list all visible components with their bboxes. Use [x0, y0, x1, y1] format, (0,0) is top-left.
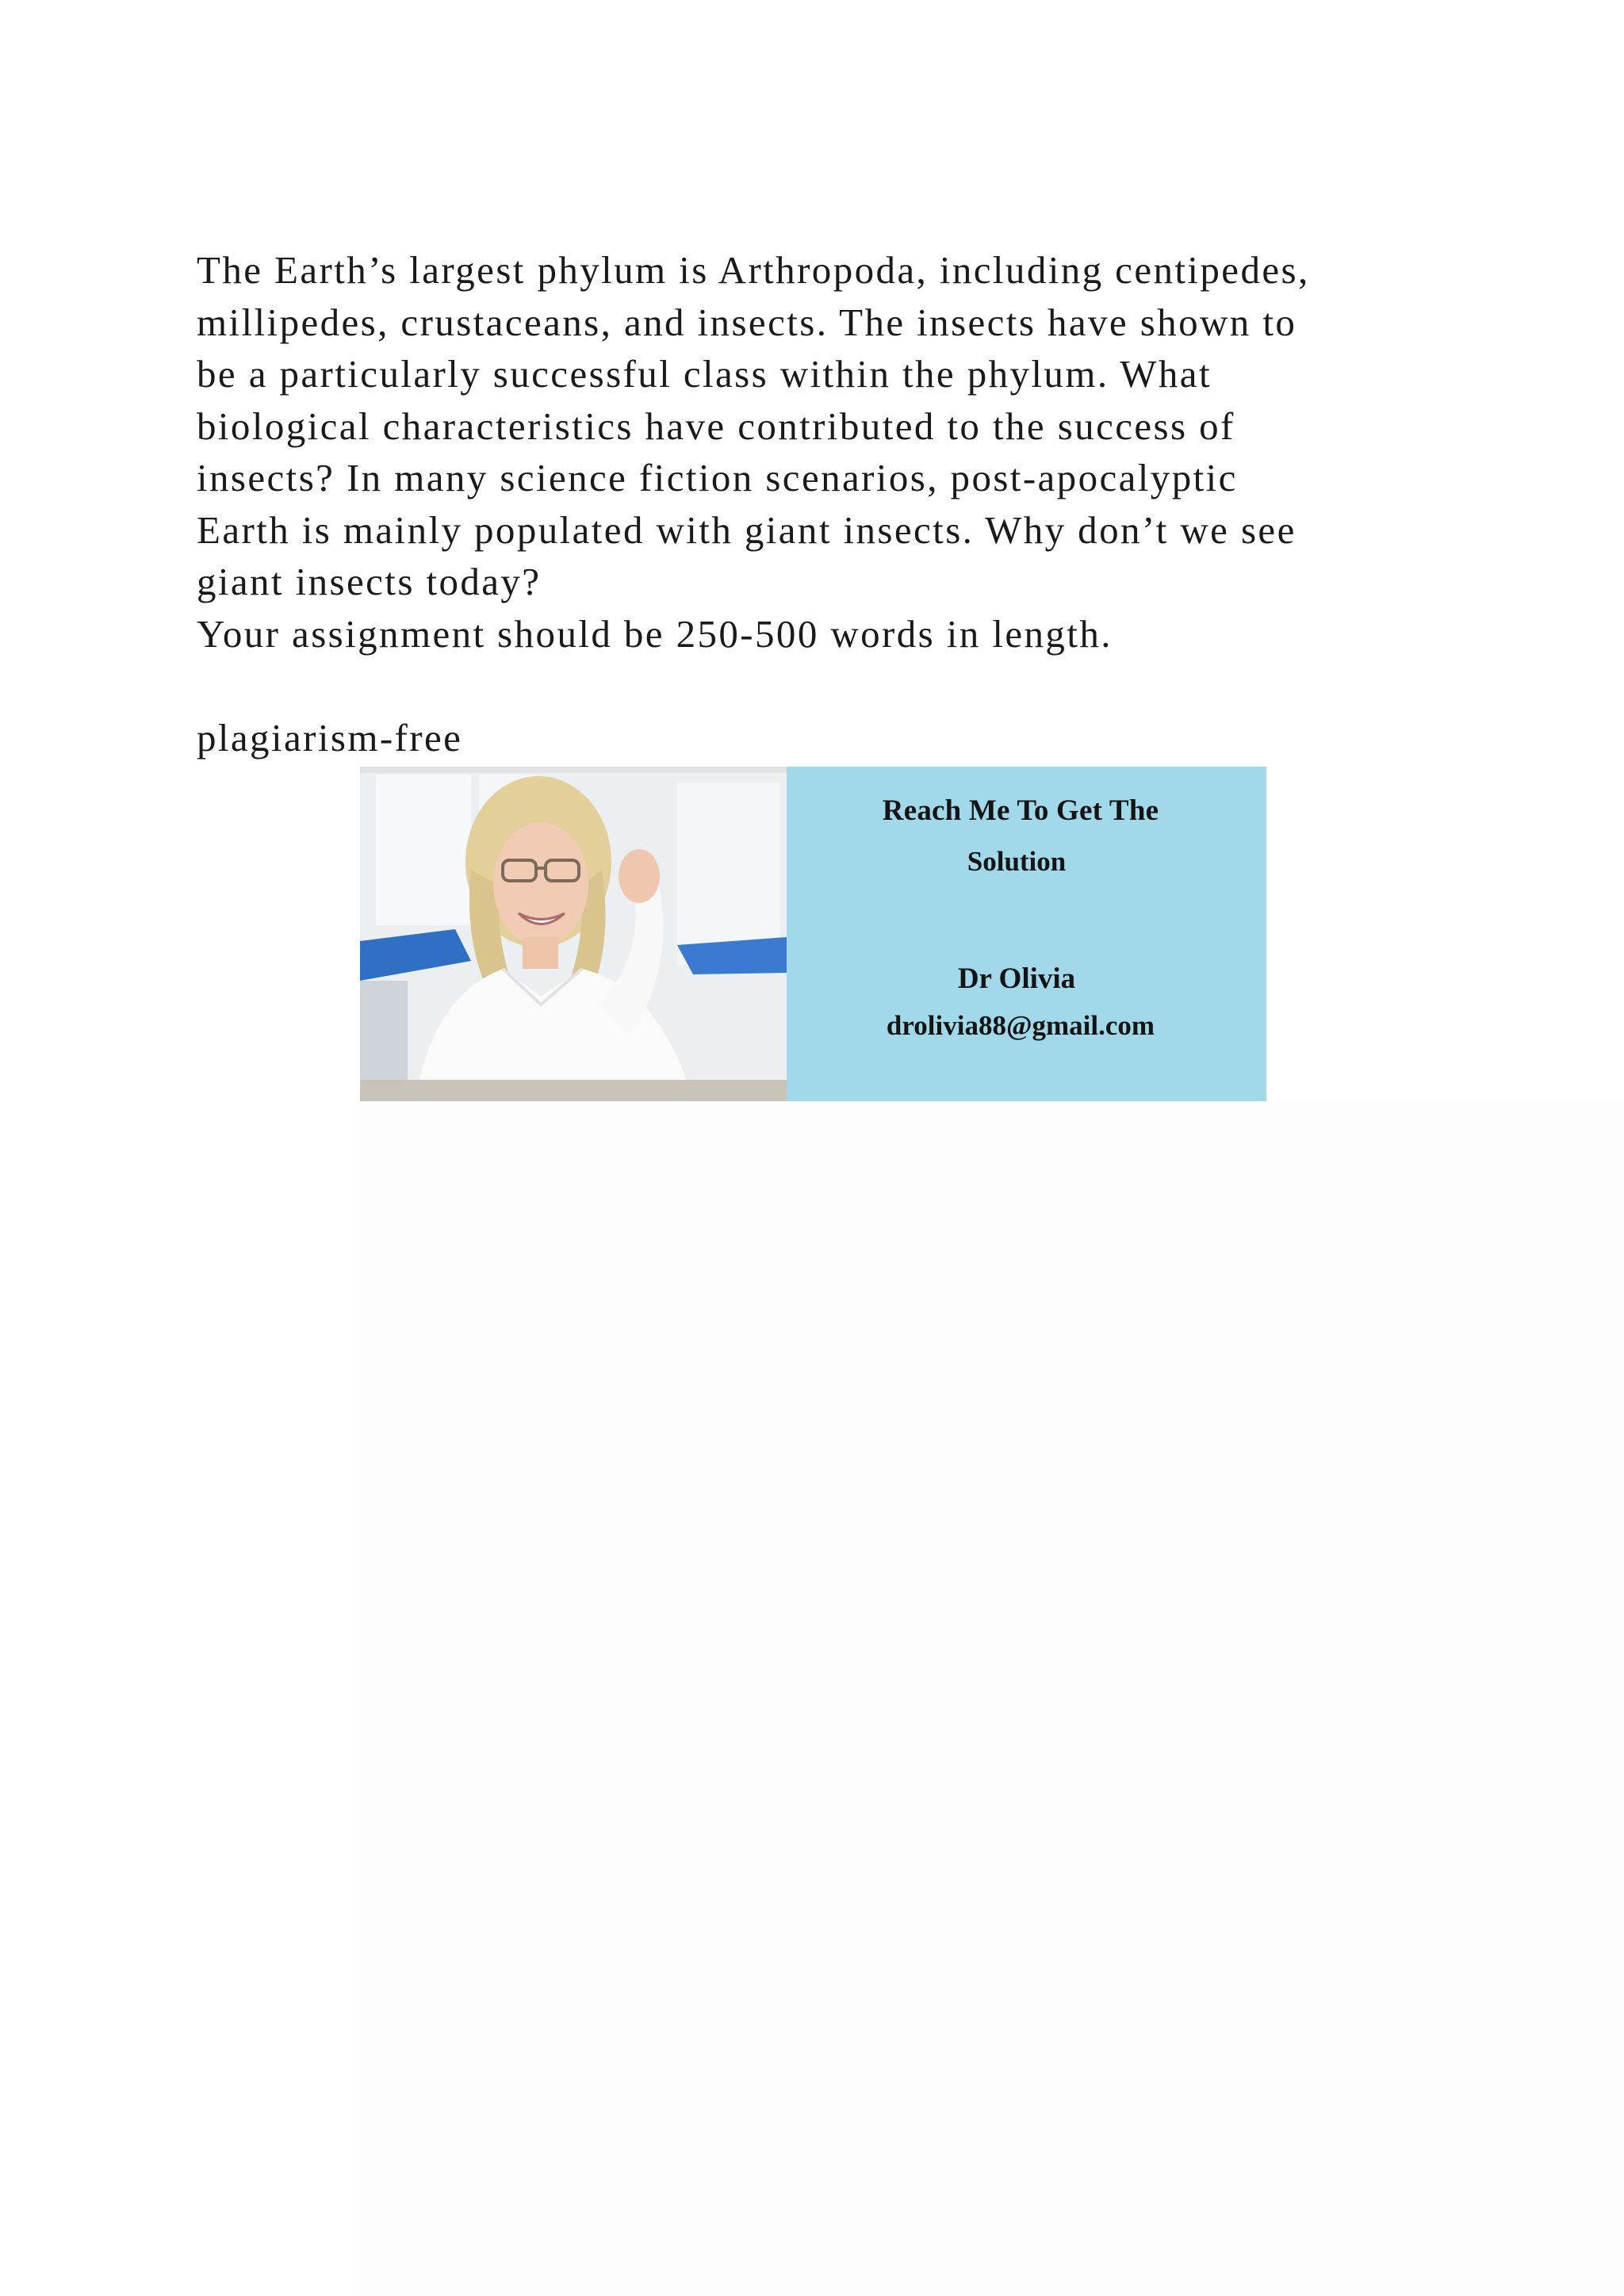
paragraph-line: Earth is mainly populated with giant insects. Why don’t we see — [197, 507, 1297, 552]
paragraph-line: millipedes, crustaceans, and insects. The insects have shown to — [197, 300, 1297, 344]
blank-line — [197, 660, 1434, 712]
paragraph-line: insects? In many science fiction scenarios, post-apocalyptic — [197, 456, 1238, 499]
woman-with-glasses-photo — [360, 767, 787, 1101]
assignment-length-line: Your assignment should be 250-500 words in length. — [197, 611, 1113, 656]
plagiarism-note: plagiarism-free — [197, 715, 463, 760]
paragraph-line: be a particularly successful class within the phylum. What — [197, 352, 1212, 396]
paragraph-line: biological characteristics have contributed to the success of — [197, 404, 1235, 448]
banner-heading-line2: Solution — [967, 846, 1067, 877]
contact-info-box — [787, 767, 1266, 1101]
paragraph-line: giant insects today? — [197, 560, 542, 603]
background-panel — [360, 1102, 1624, 2296]
banner-heading-line1: Reach Me To Get The — [882, 794, 1159, 827]
contact-email[interactable]: drolivia88@gmail.com — [886, 1010, 1155, 1041]
paragraph-line: The Earth’s largest phylum is Arthropoda, including centipedes, — [197, 248, 1310, 292]
contact-name: Dr Olivia — [957, 962, 1076, 995]
document-body — [197, 244, 1434, 763]
contact-banner[interactable] — [360, 767, 1266, 1101]
